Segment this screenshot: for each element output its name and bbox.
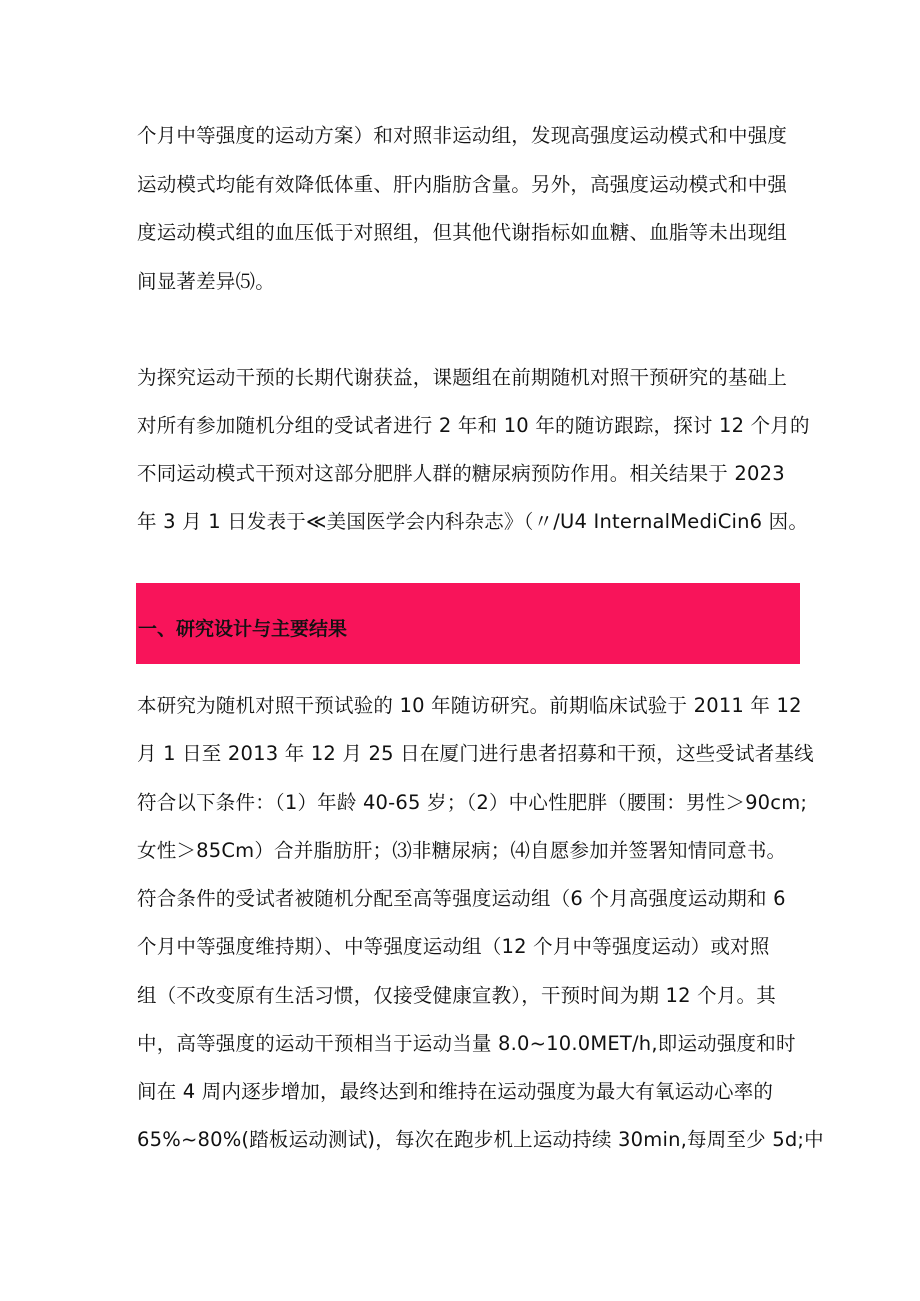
paragraph-3-line-4: 女性＞85Cm）合并脂肪肝；⑶非糖尿病；⑷自愿参加并签署知情同意书。 <box>137 839 787 862</box>
paragraph-3-line-5: 符合条件的受试者被随机分配至高等强度运动组（6 个月高强度运动期和 6 <box>137 887 786 910</box>
paragraph-2-line-2: 对所有参加随机分组的受试者进行 2 年和 10 年的随访跟踪，探讨 12 个月的 <box>137 414 810 437</box>
paragraph-2-line-4: 年 3 月 1 日发表于≪美国医学会内科杂志》（〃/U4 InternalMediCin6 因。 <box>137 510 809 533</box>
paragraph-1-line-4: 间显著差异⑸。 <box>137 270 275 293</box>
paragraph-3-line-9: 间在 4 周内逐步增加，最终达到和维持在运动强度为最大有氧运动心率的 <box>137 1080 774 1103</box>
paragraph-3-line-2: 月 1 日至 2013 年 12 月 25 日在厦门进行患者招募和干预，这些受试者基线 <box>137 742 814 765</box>
paragraph-2-line-1: 为探究运动干预的长期代谢获益，课题组在前期随机对照干预研究的基础上 <box>137 366 788 389</box>
paragraph-3-line-3: 符合以下条件：（1）年龄 40-65 岁；（2）中心性肥胖（腰围：男性＞90cm; <box>137 791 808 814</box>
paragraph-3-line-10: 65%~80%(踏板运动测试)，每次在跑步机上运动持续 30min,每周至少 5d;中 <box>137 1128 824 1151</box>
paragraph-3-line-6: 个月中等强度维持期）、中等强度运动组（12 个月中等强度运动）或对照 <box>137 935 770 958</box>
section-heading-bar <box>136 583 800 664</box>
section-heading: 一、研究设计与主要结果 <box>138 618 348 640</box>
paragraph-1-line-1: 个月中等强度的运动方案）和对照非运动组，发现高强度运动模式和中强度 <box>137 124 788 147</box>
paragraph-2-line-3: 不同运动模式干预对这部分肥胖人群的糖尿病预防作用。相关结果于 2023 <box>137 462 785 485</box>
paragraph-1-line-2: 运动模式均能有效降低体重、肝内脂肪含量。另外，高强度运动模式和中强 <box>137 173 788 196</box>
paragraph-3-line-1: 本研究为随机对照干预试验的 10 年随访研究。前期临床试验于 2011 年 12 <box>137 694 802 717</box>
paragraph-3-line-8: 中，高等强度的运动干预相当于运动当量 8.0~10.0MET/h,即运动强度和时 <box>137 1032 796 1055</box>
paragraph-1-line-3: 度运动模式组的血压低于对照组，但其他代谢指标如血糖、血脂等未出现组 <box>137 221 788 244</box>
paragraph-3-line-7: 组（不改变原有生活习惯，仅接受健康宣教），干预时间为期 12 个月。其 <box>137 984 776 1007</box>
